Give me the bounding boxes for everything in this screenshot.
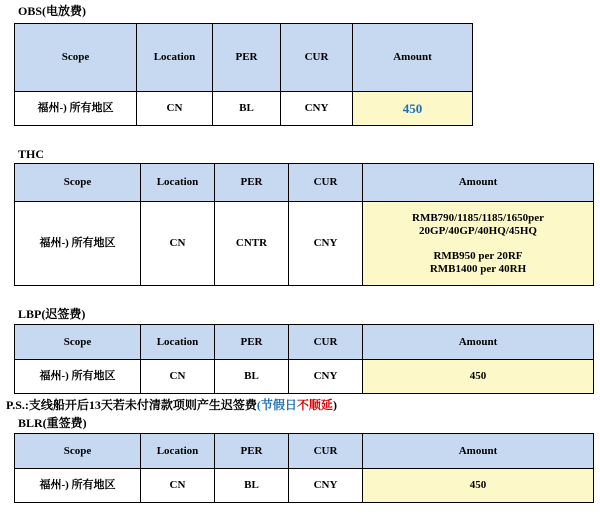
cell-scope: 福州-) 所有地区 [15,202,141,286]
table-row [15,92,473,126]
cell-per: BL [215,469,289,503]
header-location: Location [141,434,215,469]
note-paren-open: ( [256,398,261,412]
table-header-row [15,434,594,469]
note-text: P.S.:支线船开后13天若未付清款项则产生迟签费 [6,398,257,412]
table-row [15,202,594,286]
header-per: PER [215,434,289,469]
note-holiday: 节假日 [260,398,297,412]
note-not-postponed: 不顺延 [296,398,333,412]
cell-per: BL [215,360,289,394]
cell-cur: CNY [289,360,363,394]
header-cur: CUR [289,434,363,469]
blr-fee-table [14,433,594,503]
amount-line: RMB950 per 20RF [433,249,523,262]
cell-cur: CNY [289,202,363,286]
cell-amount: 450 [363,360,594,394]
cell-cur: CNY [281,92,353,126]
cell-amount [363,202,594,286]
amount-line: RMB1400 per 40RH [429,262,527,275]
obs-fee-table [14,23,473,126]
cell-amount: 450 [363,469,594,503]
section-title-obs: OBS(电放费) [18,4,87,18]
amount-line: RMB790/1185/1185/1650per [412,211,544,224]
header-location: Location [141,164,215,202]
header-location: Location [141,325,215,360]
cell-location: CN [141,360,215,394]
cell-location: CN [141,469,215,503]
header-cur: CUR [289,325,363,360]
header-scope: Scope [15,434,141,469]
header-scope: Scope [15,164,141,202]
table-row [15,360,594,394]
cell-scope: 福州-) 所有地区 [15,469,141,503]
amount-line: 20GP/40GP/40HQ/45HQ [419,224,537,237]
header-scope: Scope [15,325,141,360]
header-location: Location [137,24,213,92]
header-per: PER [213,24,281,92]
cell-scope: 福州-) 所有地区 [15,360,141,394]
table-header-row [15,24,473,92]
header-amount: Amount [363,325,594,360]
cell-scope: 福州-) 所有地区 [15,92,137,126]
header-scope: Scope [15,24,137,92]
section-title-lbp: LBP(迟签费) [18,307,86,321]
header-amount: Amount [353,24,473,92]
header-amount: Amount [363,434,594,469]
cell-location: CN [141,202,215,286]
lbp-fee-table [14,324,594,394]
header-cur: CUR [281,24,353,92]
table-header-row [15,164,594,202]
table-row [15,469,594,503]
header-per: PER [215,325,289,360]
section-title-blr: BLR(重签费) [18,416,87,430]
cell-cur: CNY [289,469,363,503]
header-cur: CUR [289,164,363,202]
late-fee-note [6,398,337,412]
cell-per: BL [213,92,281,126]
table-header-row [15,325,594,360]
cell-per: CNTR [215,202,289,286]
cell-location: CN [137,92,213,126]
note-paren-close: ) [332,398,337,412]
cell-amount: 450 [353,92,473,126]
header-amount: Amount [363,164,594,202]
section-title-thc: THC [18,147,45,161]
header-per: PER [215,164,289,202]
thc-fee-table [14,163,594,286]
